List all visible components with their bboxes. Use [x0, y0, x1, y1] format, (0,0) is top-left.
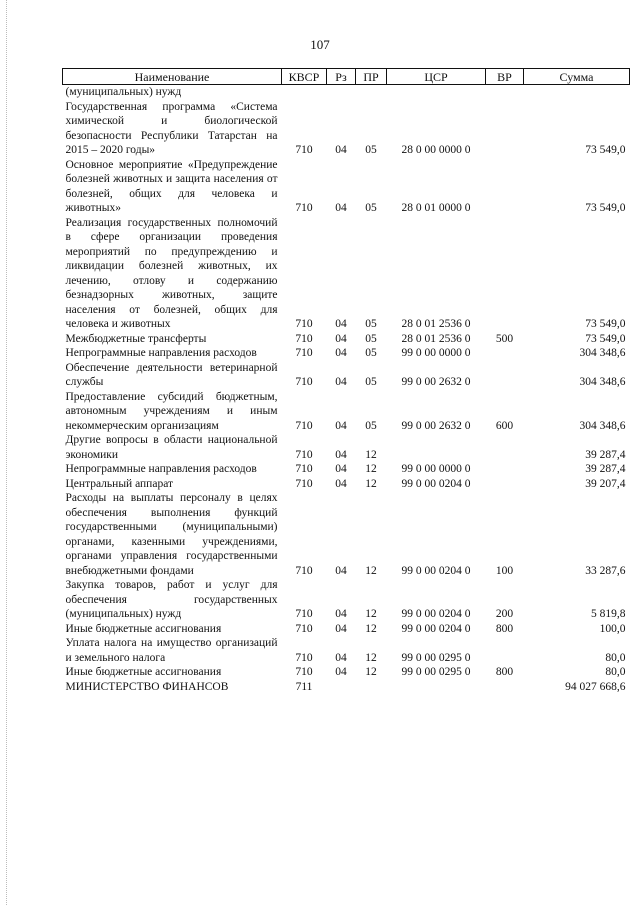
table-row	[63, 636, 630, 665]
cell-csr: 99 0 00 0204 0	[401, 477, 471, 490]
cell-kvsr: 710	[295, 608, 313, 620]
cell-kvsr: 710	[295, 202, 313, 214]
cell-vr	[486, 433, 524, 462]
cell-pr	[356, 680, 387, 695]
table-row	[63, 332, 630, 347]
cell-kvsr: 711	[295, 680, 313, 693]
cell-kvsr: 710	[295, 651, 313, 664]
cell-rz: 04	[335, 608, 347, 620]
header-sum: Сумма	[524, 69, 630, 85]
cell-name: Непрограммные направления расходов	[65, 463, 257, 475]
cell-csr: 99 0 00 0295 0	[401, 666, 471, 678]
cell-csr: 28 0 00 0000 0	[401, 144, 471, 156]
cell-rz: 04	[335, 419, 347, 432]
cell-vr	[486, 346, 524, 361]
cell-vr	[486, 636, 524, 665]
cell-vr	[486, 85, 524, 100]
cell-csr	[387, 433, 486, 462]
budget-table	[62, 68, 630, 694]
table-row	[63, 665, 630, 680]
header-vr: ВР	[486, 69, 524, 85]
cell-rz: 04	[335, 376, 347, 388]
cell-vr: 800	[495, 666, 514, 678]
cell-sum	[524, 85, 630, 100]
cell-kvsr: 710	[295, 477, 313, 490]
cell-vr: 800	[495, 622, 514, 635]
cell-kvsr: 710	[295, 144, 313, 156]
cell-sum: 39 207,4	[585, 477, 626, 490]
page-margin-line	[6, 0, 8, 905]
cell-pr: 05	[365, 332, 377, 345]
cell-name: Реализация государственных полномочий в сфере организации проведения мероприятий по предупреждению и ликвидации болезней животных, их лечению, отлову и содержанию безнадзорных животных, защите населения от болезней, общих для человека и животных	[65, 216, 278, 330]
cell-rz	[327, 85, 356, 100]
cell-kvsr: 710	[295, 332, 313, 345]
cell-pr: 05	[365, 419, 377, 432]
table-row	[63, 622, 630, 637]
cell-name: Закупка товаров, работ и услуг для обеспечения государственных (муниципальных) нужд	[65, 579, 278, 620]
table-row	[63, 361, 630, 390]
table-row	[63, 346, 630, 361]
cell-sum: 39 287,4	[585, 448, 626, 461]
cell-sum: 5 819,8	[591, 608, 626, 620]
cell-rz: 04	[335, 622, 347, 635]
cell-vr	[486, 462, 524, 477]
header-kvsr: КВСР	[282, 69, 327, 85]
cell-vr	[486, 361, 524, 390]
cell-rz: 04	[335, 202, 347, 214]
cell-name: Основное мероприятие «Предупреждение болезней животных и защита населения от болезней, общих для человека и животных»	[65, 158, 278, 214]
cell-kvsr: 710	[295, 376, 313, 388]
cell-vr: 100	[495, 564, 514, 577]
cell-rz	[327, 680, 356, 695]
cell-name: Расходы на выплаты персоналу в целях обеспечения выполнения функций государственными (муниципальными) органами, казенными учреждениями, органами управления государственными внебюджетными фондами	[65, 492, 278, 577]
cell-name: Другие вопросы в области национальной экономики	[65, 434, 278, 461]
cell-name: Государственная программа «Система химической и биологической безопасности Республики Татарстан на 2015 – 2020 годы»	[65, 100, 278, 156]
cell-sum: 33 287,6	[585, 564, 626, 577]
table-row	[63, 100, 630, 158]
table-row	[63, 85, 630, 100]
cell-sum: 304 348,6	[579, 347, 626, 359]
cell-kvsr	[282, 85, 327, 100]
cell-kvsr: 710	[295, 666, 313, 678]
table-body	[63, 85, 630, 695]
cell-kvsr: 710	[295, 347, 313, 359]
cell-csr	[387, 85, 486, 100]
cell-csr: 28 0 01 2536 0	[401, 318, 471, 330]
cell-pr	[356, 85, 387, 100]
cell-vr	[486, 158, 524, 216]
cell-csr: 99 0 00 0000 0	[401, 347, 471, 359]
table-header-row	[63, 69, 630, 85]
cell-rz: 04	[335, 564, 347, 577]
cell-csr: 99 0 00 0204 0	[401, 622, 471, 635]
cell-csr: 99 0 00 0000 0	[401, 463, 471, 475]
cell-name: Центральный аппарат	[65, 477, 174, 490]
cell-pr: 12	[365, 448, 377, 461]
cell-pr: 05	[365, 202, 377, 214]
cell-name: Непрограммные направления расходов	[65, 347, 257, 359]
cell-name: Межбюджетные трансферты	[65, 332, 207, 345]
header-name: Наименование	[63, 69, 282, 85]
table-row	[63, 477, 630, 492]
cell-kvsr: 710	[295, 419, 313, 432]
table-row	[63, 390, 630, 434]
cell-sum: 73 549,0	[585, 332, 626, 345]
cell-csr: 99 0 00 0295 0	[401, 651, 471, 664]
table-row	[63, 433, 630, 462]
cell-rz: 04	[335, 347, 347, 359]
cell-rz: 04	[335, 651, 347, 664]
cell-pr: 12	[365, 608, 377, 620]
cell-sum: 80,0	[605, 666, 626, 678]
table-row	[63, 462, 630, 477]
cell-name: (муниципальных) нужд	[65, 86, 182, 98]
cell-sum: 39 287,4	[585, 463, 626, 475]
cell-sum: 73 549,0	[585, 318, 626, 330]
cell-csr: 28 0 01 2536 0	[401, 332, 471, 345]
cell-sum: 73 549,0	[585, 144, 626, 156]
header-csr: ЦСР	[387, 69, 486, 85]
cell-pr: 12	[365, 622, 377, 635]
cell-name: Иные бюджетные ассигнования	[65, 666, 222, 678]
cell-name: Обеспечение деятельности ветеринарной службы	[65, 361, 278, 388]
cell-vr	[486, 477, 524, 492]
header-rz: Рз	[327, 69, 356, 85]
cell-kvsr: 710	[295, 448, 313, 461]
cell-csr: 99 0 00 0204 0	[401, 564, 471, 577]
cell-rz: 04	[335, 448, 347, 461]
cell-sum: 100,0	[599, 622, 626, 635]
header-pr: ПР	[356, 69, 387, 85]
cell-pr: 12	[365, 463, 377, 475]
cell-pr: 05	[365, 318, 377, 330]
cell-csr	[387, 680, 486, 695]
cell-vr	[486, 680, 524, 695]
cell-vr: 500	[495, 332, 514, 345]
cell-rz: 04	[335, 144, 347, 156]
table-row	[63, 491, 630, 578]
cell-sum: 94 027 668,6	[565, 680, 626, 693]
cell-name: Предоставление субсидий бюджетным, автономным учреждениям и иным некоммерческим организациям	[65, 390, 278, 432]
cell-kvsr: 710	[295, 622, 313, 635]
cell-pr: 12	[365, 564, 377, 577]
cell-vr	[486, 216, 524, 332]
cell-sum: 80,0	[605, 651, 626, 664]
cell-vr: 600	[495, 419, 514, 432]
cell-pr: 05	[365, 376, 377, 388]
cell-kvsr: 710	[295, 463, 313, 475]
page-number: 107	[310, 37, 330, 52]
cell-rz: 04	[335, 666, 347, 678]
cell-sum: 304 348,6	[579, 419, 626, 432]
cell-pr: 12	[365, 651, 377, 664]
cell-vr	[486, 100, 524, 158]
cell-rz: 04	[335, 477, 347, 490]
table-row	[63, 578, 630, 622]
cell-vr: 200	[495, 608, 514, 620]
cell-name: МИНИСТЕРСТВО ФИНАНСОВ	[65, 680, 229, 693]
cell-csr: 99 0 00 0204 0	[401, 608, 471, 620]
cell-kvsr: 710	[295, 564, 313, 577]
cell-csr: 99 0 00 2632 0	[401, 376, 471, 388]
table-row	[63, 680, 630, 695]
cell-pr: 12	[365, 477, 377, 490]
cell-pr: 05	[365, 347, 377, 359]
cell-csr: 28 0 01 0000 0	[401, 202, 471, 214]
cell-csr: 99 0 00 2632 0	[401, 419, 471, 432]
cell-pr: 05	[365, 144, 377, 156]
table-row	[63, 158, 630, 216]
table-row	[63, 216, 630, 332]
cell-sum: 304 348,6	[579, 376, 626, 388]
cell-rz: 04	[335, 318, 347, 330]
cell-rz: 04	[335, 332, 347, 345]
cell-name: Уплата налога на имущество организаций и земельного налога	[65, 637, 278, 664]
cell-kvsr: 710	[295, 318, 313, 330]
cell-pr: 12	[365, 666, 377, 678]
cell-name: Иные бюджетные ассигнования	[65, 622, 222, 635]
cell-rz: 04	[335, 463, 347, 475]
cell-sum: 73 549,0	[585, 202, 626, 214]
